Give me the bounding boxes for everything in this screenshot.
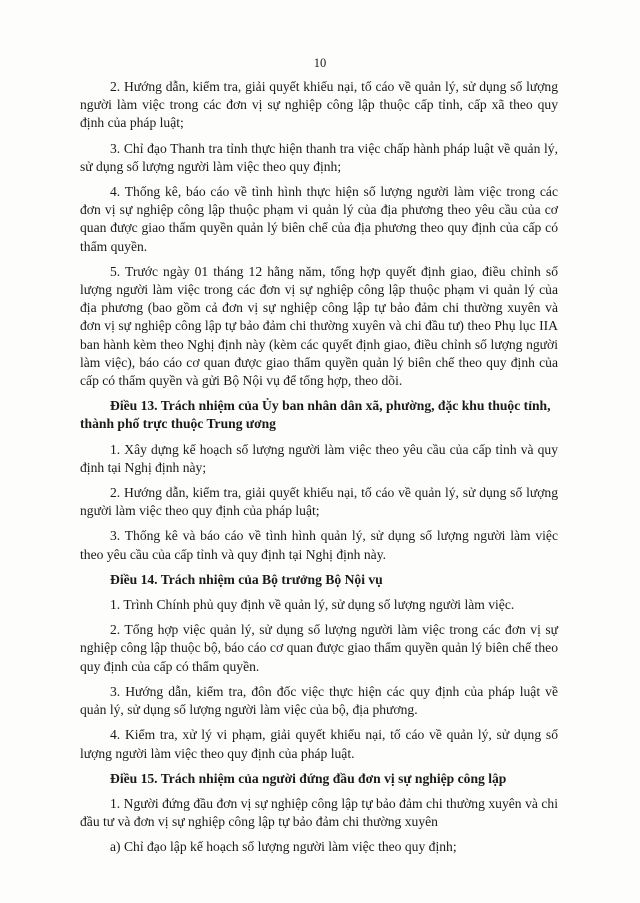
paragraph: a) Chỉ đạo lập kế hoạch số lượng người làm việc theo quy định; <box>110 839 457 855</box>
document-body <box>80 78 558 864</box>
article-heading: Điều 15. Trách nhiệm của người đứng đầu đơn vị sự nghiệp công lập <box>110 770 507 786</box>
paragraph: 1. Trình Chính phủ quy định về quản lý, sử dụng số lượng người làm việc. <box>110 597 515 613</box>
paragraph: 4. Thống kê, báo cáo về tình hình thực hiện số lượng người làm việc trong các đơn vị sự nghiệp công lập thuộc phạm vi quản lý của địa phương theo yêu cầu của cơ quan được giao thẩm quyền quản lý biên chế của địa phương theo quy định của cấp có thẩm quyền. <box>80 184 558 254</box>
paragraph: 2. Tổng hợp việc quản lý, sử dụng số lượng người làm việc trong các đơn vị sự nghiệp công lập thuộc bộ, báo cáo cơ quan được giao thẩm quyền quản lý biên chế theo quy định của cấp có thẩm quyền. <box>80 622 558 674</box>
paragraph: 1. Xây dựng kế hoạch số lượng người làm việc theo yêu cầu của cấp tỉnh và quy định tại Nghị định này; <box>80 441 558 475</box>
paragraph: 5. Trước ngày 01 tháng 12 hằng năm, tổng hợp quyết định giao, điều chỉnh số lượng người làm việc trong các đơn vị sự nghiệp công lập thuộc phạm vi quản lý của địa phương (bao gồm cả đơn vị sự nghiệp công lập tự bảo đảm chi thường xuyên và đơn vị sự nghiệp công lập tự bảo đảm chi thường xuyên và chi đầu tư) theo Phụ lục IIA ban hành kèm theo Nghị định này (kèm các quyết định giao, điều chỉnh số lượng người làm việc), báo cáo cơ quan được giao thẩm quyền quản lý biên chế theo quy định của cấp có thẩm quyền và gửi Bộ Nội vụ để tổng hợp, theo dõi. <box>80 263 558 389</box>
paragraph: 3. Hướng dẫn, kiểm tra, đôn đốc việc thực hiện các quy định của pháp luật về quản lý, sử dụng số lượng người làm việc của bộ, địa phương. <box>80 683 558 718</box>
paragraph: 1. Người đứng đầu đơn vị sự nghiệp công lập tự bảo đảm chi thường xuyên và chi đầu tư và đơn vị sự nghiệp công lập tự bảo đảm chi thường xuyên <box>80 795 558 830</box>
article-heading: Điều 13. Trách nhiệm của Ủy ban nhân dân xã, phường, đặc khu thuộc tỉnh, thành phố trực thuộc Trung ương <box>80 398 551 432</box>
paragraph: 3. Thống kê và báo cáo về tình hình quản lý, sử dụng số lượng người làm việc theo yêu cầu của cấp tỉnh và quy định tại Nghị định này. <box>80 528 558 562</box>
page-number: 10 <box>313 56 327 70</box>
article-heading: Điều 14. Trách nhiệm của Bộ trưởng Bộ Nội vụ <box>110 571 383 587</box>
paragraph: 4. Kiểm tra, xử lý vi phạm, giải quyết khiếu nại, tố cáo về quản lý, sử dụng số lượng người làm việc theo quy định của pháp luật. <box>80 727 558 761</box>
paragraph: 2. Hướng dẫn, kiểm tra, giải quyết khiếu nại, tố cáo về quản lý, sử dụng số lượng người làm việc theo quy định của pháp luật; <box>80 485 558 519</box>
paragraph: 3. Chỉ đạo Thanh tra tỉnh thực hiện thanh tra việc chấp hành pháp luật về quản lý, sử dụng số lượng người làm việc theo quy định; <box>80 140 558 174</box>
paragraph: 2. Hướng dẫn, kiểm tra, giải quyết khiếu nại, tố cáo về quản lý, sử dụng số lượng người làm việc trong các đơn vị sự nghiệp công lập thuộc cấp tỉnh, cấp xã theo quy định của pháp luật; <box>80 79 558 131</box>
